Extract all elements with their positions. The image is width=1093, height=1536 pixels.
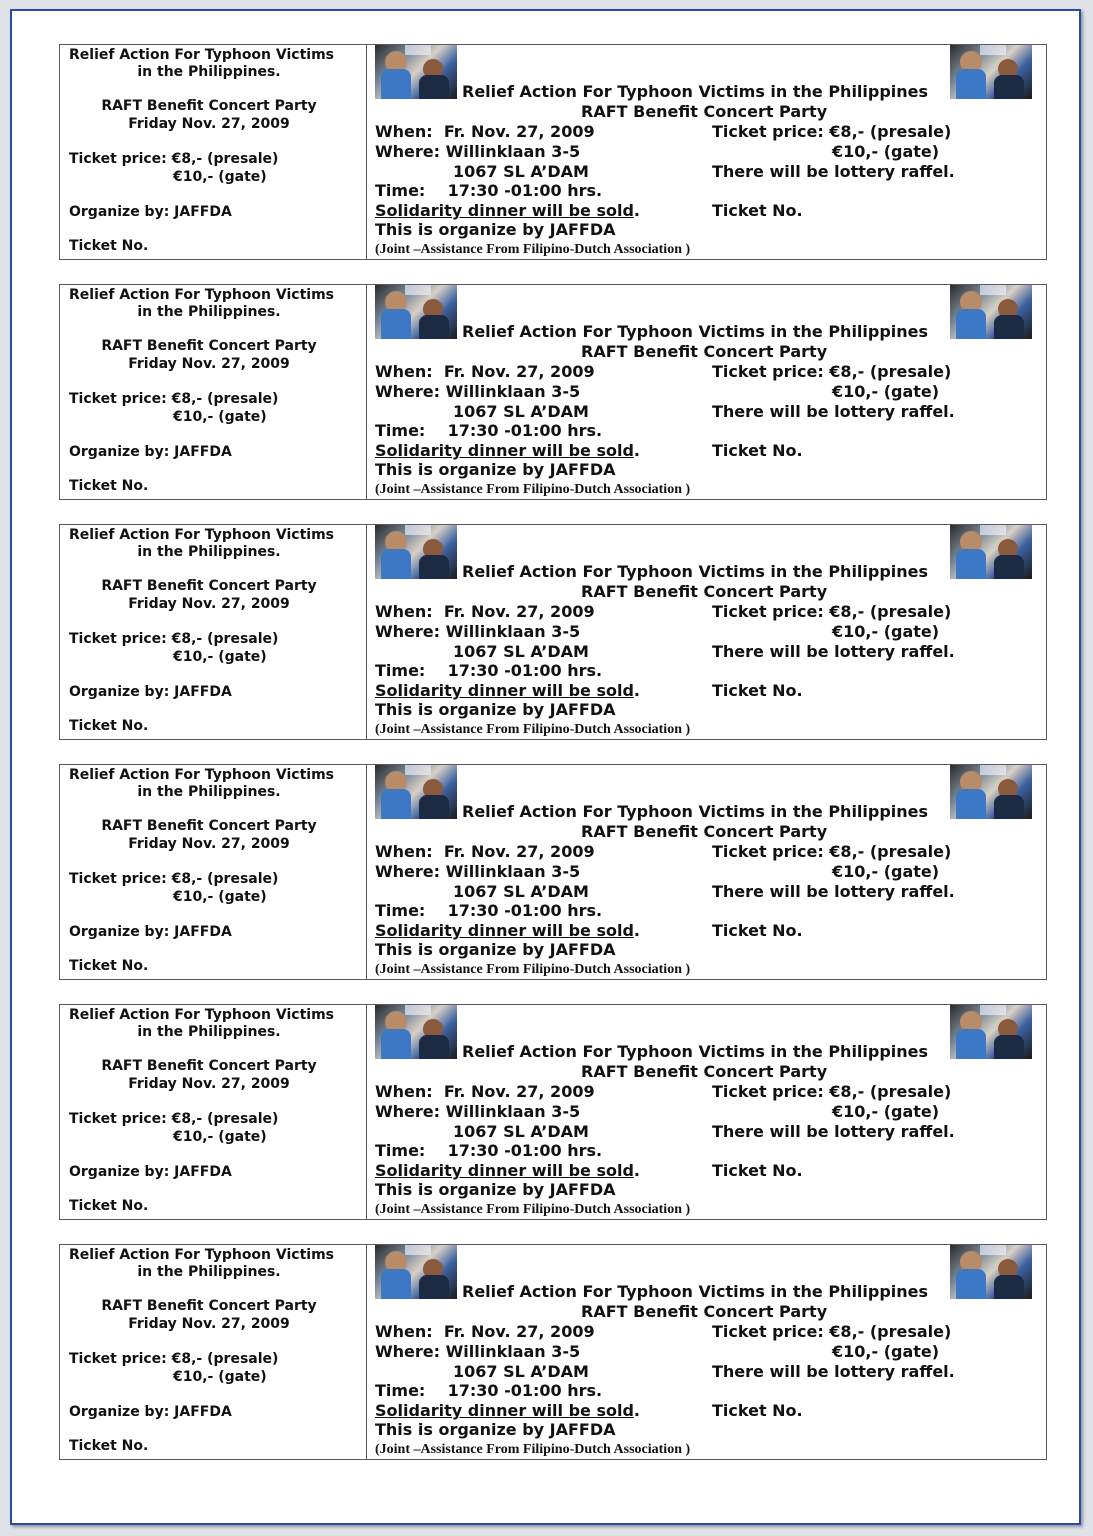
main-when: When: Fr. Nov. 27, 2009 — [375, 362, 595, 381]
main-ticket-no: Ticket No. — [712, 201, 803, 220]
stub-price-line1: Ticket price: €8,- (presale) — [69, 871, 279, 887]
stub-title-line1: Relief Action For Typhoon Victims — [69, 527, 334, 543]
concert-photo-icon — [950, 1005, 1032, 1059]
main-title: Relief Action For Typhoon Victims in the Philippines — [462, 1042, 929, 1061]
main-title: Relief Action For Typhoon Victims in the Philippines — [462, 802, 929, 821]
ticket-stub — [60, 285, 367, 499]
dinner-text: Solidarity dinner will be sold — [375, 1161, 634, 1180]
stub-price-line2: €10,- (gate) — [173, 1369, 267, 1385]
stub-organizer: Organize by: JAFFDA — [69, 684, 232, 700]
main-when: When: Fr. Nov. 27, 2009 — [375, 1322, 595, 1341]
stub-title-line1: Relief Action For Typhoon Victims — [69, 1007, 334, 1023]
ticket-main — [367, 525, 1046, 739]
dinner-text: Solidarity dinner will be sold — [375, 201, 634, 220]
ticket — [59, 1244, 1047, 1460]
dinner-text: Solidarity dinner will be sold — [375, 681, 634, 700]
stub-price-line2: €10,- (gate) — [173, 169, 267, 185]
dinner-period: . — [633, 921, 640, 940]
main-where-line1: Where: Willinklaan 3-5 — [375, 862, 581, 881]
stub-price-line2: €10,- (gate) — [173, 889, 267, 905]
main-organized: This is organize by JAFFDA — [375, 700, 616, 719]
main-association: (Joint –Assistance From Filipino-Dutch Association ) — [375, 1202, 691, 1217]
main-ticket-no: Ticket No. — [712, 1401, 803, 1420]
stub-event-line2: Friday Nov. 27, 2009 — [128, 356, 290, 372]
main-price-line2: €10,- (gate) — [832, 862, 940, 881]
main-price-line2: €10,- (gate) — [832, 382, 940, 401]
stub-ticket-no: Ticket No. — [69, 958, 149, 974]
stub-event-line1: RAFT Benefit Concert Party — [101, 338, 317, 354]
ticket — [59, 764, 1047, 980]
stub-title-line1: Relief Action For Typhoon Victims — [69, 47, 334, 63]
dinner-text: Solidarity dinner will be sold — [375, 921, 634, 940]
ticket-sheet — [10, 9, 1081, 1525]
ticket — [59, 1004, 1047, 1220]
main-time: Time: 17:30 -01:00 hrs. — [375, 1381, 603, 1400]
stub-ticket-no: Ticket No. — [69, 238, 149, 254]
dinner-period: . — [633, 681, 640, 700]
ticket-main — [367, 765, 1046, 979]
stub-event-line2: Friday Nov. 27, 2009 — [128, 1076, 290, 1092]
ticket-stub — [60, 1005, 367, 1219]
stub-price-line2: €10,- (gate) — [173, 649, 267, 665]
stub-price-line1: Ticket price: €8,- (presale) — [69, 391, 279, 407]
stub-organizer: Organize by: JAFFDA — [69, 444, 232, 460]
dinner-period: . — [633, 1161, 640, 1180]
main-association: (Joint –Assistance From Filipino-Dutch Association ) — [375, 1442, 691, 1457]
stub-ticket-no: Ticket No. — [69, 1198, 149, 1214]
stub-price-line2: €10,- (gate) — [173, 409, 267, 425]
concert-photo-icon — [950, 45, 1032, 99]
dinner-text: Solidarity dinner will be sold — [375, 441, 634, 460]
main-dinner — [375, 201, 640, 221]
main-subtitle: RAFT Benefit Concert Party — [581, 582, 828, 601]
stub-title-line1: Relief Action For Typhoon Victims — [69, 287, 334, 303]
stub-organizer: Organize by: JAFFDA — [69, 1404, 232, 1420]
main-when: When: Fr. Nov. 27, 2009 — [375, 842, 595, 861]
stub-title-line2: in the Philippines. — [137, 1264, 281, 1280]
main-organized: This is organize by JAFFDA — [375, 220, 616, 239]
dinner-period: . — [633, 1401, 640, 1420]
main-title: Relief Action For Typhoon Victims in the Philippines — [462, 82, 929, 101]
main-time: Time: 17:30 -01:00 hrs. — [375, 661, 603, 680]
main-ticket-no: Ticket No. — [712, 1161, 803, 1180]
main-where-line2: 1067 SL A’DAM — [453, 882, 589, 901]
main-organized: This is organize by JAFFDA — [375, 1420, 616, 1439]
stub-event-line1: RAFT Benefit Concert Party — [101, 98, 317, 114]
main-association: (Joint –Assistance From Filipino-Dutch Association ) — [375, 242, 691, 257]
concert-photo-icon — [375, 285, 457, 339]
main-when: When: Fr. Nov. 27, 2009 — [375, 122, 595, 141]
stub-ticket-no: Ticket No. — [69, 1438, 149, 1454]
main-subtitle: RAFT Benefit Concert Party — [581, 822, 828, 841]
main-where-line1: Where: Willinklaan 3-5 — [375, 1342, 581, 1361]
main-price-line2: €10,- (gate) — [832, 622, 940, 641]
main-dinner — [375, 441, 640, 461]
stub-event-line2: Friday Nov. 27, 2009 — [128, 1316, 290, 1332]
stub-title-line2: in the Philippines. — [137, 304, 281, 320]
main-price-line2: €10,- (gate) — [832, 1102, 940, 1121]
main-dinner — [375, 681, 640, 701]
stub-price-line1: Ticket price: €8,- (presale) — [69, 1351, 279, 1367]
main-where-line2: 1067 SL A’DAM — [453, 402, 589, 421]
ticket-main — [367, 1005, 1046, 1219]
concert-photo-icon — [375, 1245, 457, 1299]
concert-photo-icon — [375, 765, 457, 819]
stub-title-line1: Relief Action For Typhoon Victims — [69, 767, 334, 783]
main-title: Relief Action For Typhoon Victims in the Philippines — [462, 1282, 929, 1301]
ticket-stub — [60, 45, 367, 259]
stub-event-line2: Friday Nov. 27, 2009 — [128, 116, 290, 132]
main-time: Time: 17:30 -01:00 hrs. — [375, 421, 603, 440]
stub-price-line2: €10,- (gate) — [173, 1129, 267, 1145]
dinner-period: . — [633, 441, 640, 460]
main-lottery: There will be lottery raffel. — [712, 882, 955, 901]
stub-price-line1: Ticket price: €8,- (presale) — [69, 631, 279, 647]
ticket — [59, 44, 1047, 260]
main-price-line1: Ticket price: €8,- (presale) — [712, 602, 952, 621]
main-where-line1: Where: Willinklaan 3-5 — [375, 382, 581, 401]
concert-photo-icon — [375, 1005, 457, 1059]
main-organized: This is organize by JAFFDA — [375, 940, 616, 959]
main-lottery: There will be lottery raffel. — [712, 642, 955, 661]
concert-photo-icon — [950, 765, 1032, 819]
main-where-line1: Where: Willinklaan 3-5 — [375, 1102, 581, 1121]
ticket-stub — [60, 765, 367, 979]
main-time: Time: 17:30 -01:00 hrs. — [375, 901, 603, 920]
stub-event-line1: RAFT Benefit Concert Party — [101, 818, 317, 834]
main-dinner — [375, 921, 640, 941]
stub-event-line1: RAFT Benefit Concert Party — [101, 1058, 317, 1074]
ticket-main — [367, 285, 1046, 499]
main-organized: This is organize by JAFFDA — [375, 460, 616, 479]
ticket-main — [367, 1245, 1046, 1459]
main-where-line2: 1067 SL A’DAM — [453, 1362, 589, 1381]
main-subtitle: RAFT Benefit Concert Party — [581, 102, 828, 121]
ticket — [59, 284, 1047, 500]
main-dinner — [375, 1161, 640, 1181]
concert-photo-icon — [950, 1245, 1032, 1299]
stub-price-line1: Ticket price: €8,- (presale) — [69, 151, 279, 167]
main-subtitle: RAFT Benefit Concert Party — [581, 1302, 828, 1321]
stub-event-line1: RAFT Benefit Concert Party — [101, 1298, 317, 1314]
main-when: When: Fr. Nov. 27, 2009 — [375, 1082, 595, 1101]
stub-title-line2: in the Philippines. — [137, 544, 281, 560]
main-where-line2: 1067 SL A’DAM — [453, 1122, 589, 1141]
main-ticket-no: Ticket No. — [712, 681, 803, 700]
dinner-period: . — [633, 201, 640, 220]
main-subtitle: RAFT Benefit Concert Party — [581, 1062, 828, 1081]
main-price-line1: Ticket price: €8,- (presale) — [712, 1082, 952, 1101]
main-where-line1: Where: Willinklaan 3-5 — [375, 142, 581, 161]
main-ticket-no: Ticket No. — [712, 441, 803, 460]
stub-organizer: Organize by: JAFFDA — [69, 1164, 232, 1180]
main-lottery: There will be lottery raffel. — [712, 1122, 955, 1141]
stub-ticket-no: Ticket No. — [69, 478, 149, 494]
stub-event-line1: RAFT Benefit Concert Party — [101, 578, 317, 594]
concert-photo-icon — [950, 285, 1032, 339]
main-association: (Joint –Assistance From Filipino-Dutch Association ) — [375, 722, 691, 737]
main-when: When: Fr. Nov. 27, 2009 — [375, 602, 595, 621]
main-where-line1: Where: Willinklaan 3-5 — [375, 622, 581, 641]
stub-title-line2: in the Philippines. — [137, 784, 281, 800]
main-price-line2: €10,- (gate) — [832, 142, 940, 161]
main-lottery: There will be lottery raffel. — [712, 402, 955, 421]
stub-ticket-no: Ticket No. — [69, 718, 149, 734]
main-association: (Joint –Assistance From Filipino-Dutch Association ) — [375, 962, 691, 977]
main-where-line2: 1067 SL A’DAM — [453, 162, 589, 181]
stub-price-line1: Ticket price: €8,- (presale) — [69, 1111, 279, 1127]
main-ticket-no: Ticket No. — [712, 921, 803, 940]
main-price-line2: €10,- (gate) — [832, 1342, 940, 1361]
ticket-stub — [60, 525, 367, 739]
main-price-line1: Ticket price: €8,- (presale) — [712, 1322, 952, 1341]
main-lottery: There will be lottery raffel. — [712, 162, 955, 181]
main-subtitle: RAFT Benefit Concert Party — [581, 342, 828, 361]
main-where-line2: 1067 SL A’DAM — [453, 642, 589, 661]
concert-photo-icon — [375, 45, 457, 99]
main-organized: This is organize by JAFFDA — [375, 1180, 616, 1199]
ticket — [59, 524, 1047, 740]
main-time: Time: 17:30 -01:00 hrs. — [375, 181, 603, 200]
main-title: Relief Action For Typhoon Victims in the Philippines — [462, 322, 929, 341]
stub-event-line2: Friday Nov. 27, 2009 — [128, 836, 290, 852]
main-association: (Joint –Assistance From Filipino-Dutch Association ) — [375, 482, 691, 497]
main-price-line1: Ticket price: €8,- (presale) — [712, 122, 952, 141]
ticket-main — [367, 45, 1046, 259]
stub-title-line2: in the Philippines. — [137, 1024, 281, 1040]
ticket-stub — [60, 1245, 367, 1459]
concert-photo-icon — [375, 525, 457, 579]
main-title: Relief Action For Typhoon Victims in the Philippines — [462, 562, 929, 581]
main-dinner — [375, 1401, 640, 1421]
stub-event-line2: Friday Nov. 27, 2009 — [128, 596, 290, 612]
main-price-line1: Ticket price: €8,- (presale) — [712, 362, 952, 381]
dinner-text: Solidarity dinner will be sold — [375, 1401, 634, 1420]
stub-title-line1: Relief Action For Typhoon Victims — [69, 1247, 334, 1263]
stub-organizer: Organize by: JAFFDA — [69, 204, 232, 220]
main-lottery: There will be lottery raffel. — [712, 1362, 955, 1381]
stub-organizer: Organize by: JAFFDA — [69, 924, 232, 940]
main-time: Time: 17:30 -01:00 hrs. — [375, 1141, 603, 1160]
concert-photo-icon — [950, 525, 1032, 579]
main-price-line1: Ticket price: €8,- (presale) — [712, 842, 952, 861]
stub-title-line2: in the Philippines. — [137, 64, 281, 80]
